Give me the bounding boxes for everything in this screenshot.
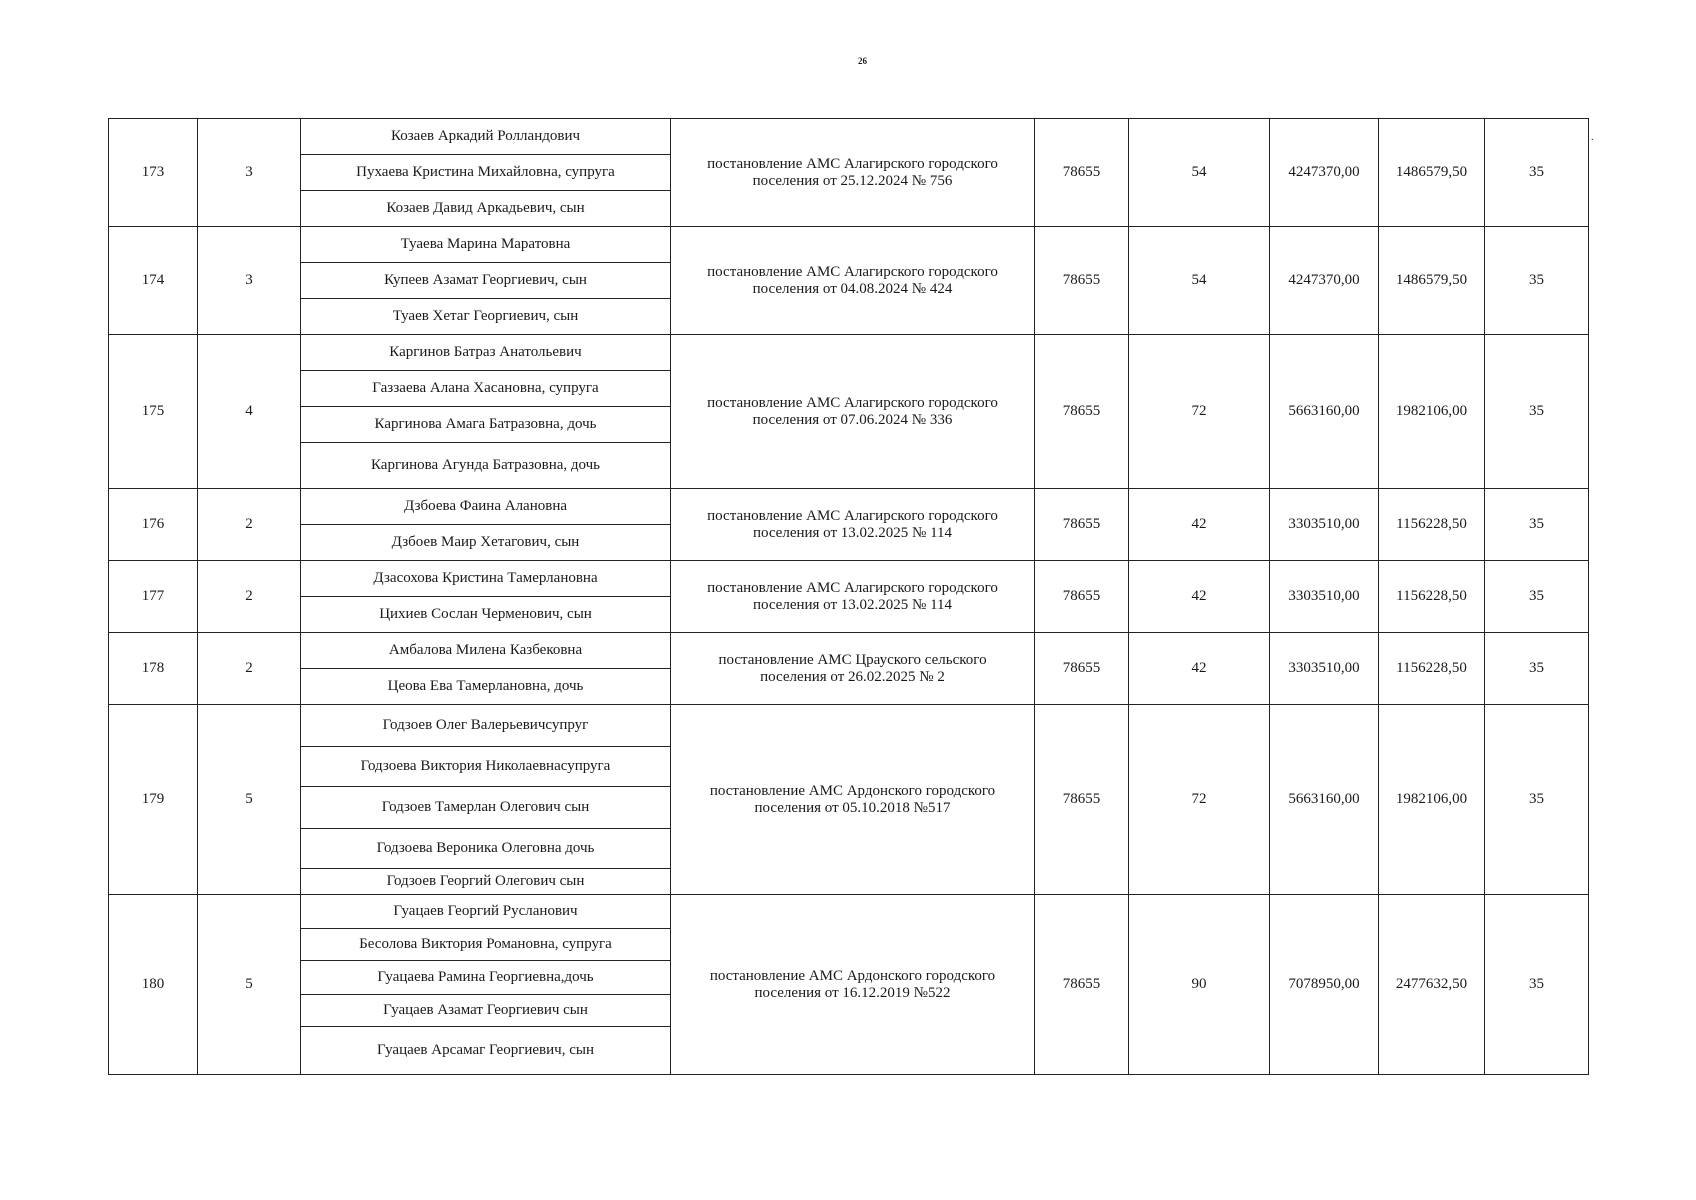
family-member: Бесолова Виктория Романовна, супруга [301,929,671,961]
decree-line-2: поселения от 07.06.2024 № 336 [752,411,953,428]
family-member: Дзасохова Кристина Тамерлановна [301,561,671,597]
row-number: 173 [109,119,198,227]
decree-line-1: постановление АМС Алагирского городского [707,579,998,596]
total-cost: 3303510,00 [1270,561,1379,633]
table-row [109,489,1589,525]
decree-line-2: поселения от 05.10.2018 №517 [754,799,951,816]
total-cost: 3303510,00 [1270,633,1379,705]
family-member: Годзоева Виктория Николаевнасупруга [301,747,671,787]
decree-line-1: постановление АМС Алагирского городского [707,507,998,524]
decree-cell [671,705,1035,895]
cost-norm: 78655 [1035,895,1129,1075]
table-row [109,119,1589,155]
family-member: Гуацаев Георгий Русланович [301,895,671,929]
family-member: Годзоев Тамерлан Олегович сын [301,787,671,829]
family-member: Гуацаев Азамат Георгиевич сын [301,995,671,1027]
table-row [109,705,1589,747]
family-member: Годзоева Вероника Олеговна дочь [301,829,671,869]
family-member: Каргинова Агунда Батразовна, дочь [301,443,671,489]
percent-value: 35 [1485,489,1589,561]
family-size: 4 [198,335,301,489]
percent-value: 35 [1485,119,1589,227]
decree-cell [671,489,1035,561]
decree-cell [671,335,1035,489]
total-cost: 4247370,00 [1270,227,1379,335]
family-member: Каргинов Батраз Анатольевич [301,335,671,371]
decree-line-1: постановление АМС Алагирского городского [707,155,998,172]
family-member: Гуацаев Арсамаг Георгиевич, сын [301,1027,671,1075]
row-number: 179 [109,705,198,895]
percent-value: 35 [1485,705,1589,895]
area-value: 42 [1129,489,1270,561]
area-value: 72 [1129,335,1270,489]
table-row [109,895,1589,929]
table-row [109,633,1589,669]
page-number: 26 [858,56,867,66]
family-size: 3 [198,119,301,227]
family-member: Гуацаева Рамина Георгиевна,дочь [301,961,671,995]
decree-line-2: поселения от 13.02.2025 № 114 [752,524,953,541]
decree-line-1: постановление АМС Црауского сельского [718,651,987,668]
decree-line-2: поселения от 13.02.2025 № 114 [752,596,953,613]
family-member: Амбалова Милена Казбековна [301,633,671,669]
family-size: 5 [198,705,301,895]
row-number: 175 [109,335,198,489]
subsidy-amount: 1982106,00 [1379,335,1485,489]
row-number: 180 [109,895,198,1075]
family-member: Цихиев Сослан Черменович, сын [301,597,671,633]
percent-value: 35 [1485,561,1589,633]
decree-line-1: постановление АМС Алагирского городского [707,263,998,280]
family-member: Цеова Ева Тамерлановна, дочь [301,669,671,705]
beneficiaries-table [108,118,1589,1075]
cost-norm: 78655 [1035,227,1129,335]
decree-cell [671,561,1035,633]
row-number: 174 [109,227,198,335]
family-size: 3 [198,227,301,335]
decree-line-1: постановление АМС Алагирского городского [707,394,998,411]
row-number: 177 [109,561,198,633]
family-member: Каргинова Амага Батразовна, дочь [301,407,671,443]
table-row [109,561,1589,597]
table-row [109,227,1589,263]
family-member: Дзбоев Маир Хетагович, сын [301,525,671,561]
family-member: Дзбоева Фаина Алановна [301,489,671,525]
family-member: Туаева Марина Маратовна [301,227,671,263]
total-cost: 5663160,00 [1270,705,1379,895]
area-value: 54 [1129,227,1270,335]
family-member: Купеев Азамат Георгиевич, сын [301,263,671,299]
subsidy-amount: 2477632,50 [1379,895,1485,1075]
subsidy-amount: 1982106,00 [1379,705,1485,895]
family-member: Годзоев Георгий Олегович сын [301,869,671,895]
family-size: 2 [198,633,301,705]
family-member: Газзаева Алана Хасановна, супруга [301,371,671,407]
percent-value: 35 [1485,335,1589,489]
area-value: 72 [1129,705,1270,895]
family-member: Туаев Хетаг Георгиевич, сын [301,299,671,335]
cost-norm: 78655 [1035,119,1129,227]
area-value: 42 [1129,561,1270,633]
row-number: 178 [109,633,198,705]
cost-norm: 78655 [1035,335,1129,489]
family-size: 5 [198,895,301,1075]
decree-cell [671,895,1035,1075]
cost-norm: 78655 [1035,561,1129,633]
total-cost: 5663160,00 [1270,335,1379,489]
table-row [109,335,1589,371]
decree-line-2: поселения от 26.02.2025 № 2 [760,668,945,685]
cost-norm: 78655 [1035,705,1129,895]
family-member: Пухаева Кристина Михайловна, супруга [301,155,671,191]
percent-value: 35 [1485,227,1589,335]
area-value: 90 [1129,895,1270,1075]
percent-value: 35 [1485,895,1589,1075]
family-size: 2 [198,489,301,561]
subsidy-amount: 1156228,50 [1379,633,1485,705]
subsidy-amount: 1156228,50 [1379,489,1485,561]
total-cost: 3303510,00 [1270,489,1379,561]
total-cost: 4247370,00 [1270,119,1379,227]
decree-cell [671,119,1035,227]
total-cost: 7078950,00 [1270,895,1379,1075]
decree-line-1: постановление АМС Ардонского городского [709,782,996,799]
percent-value: 35 [1485,633,1589,705]
family-size: 2 [198,561,301,633]
decree-line-2: поселения от 25.12.2024 № 756 [752,172,953,189]
cost-norm: 78655 [1035,489,1129,561]
decree-line-2: поселения от 04.08.2024 № 424 [752,280,953,297]
edge-mark: . [1591,132,1594,143]
subsidy-amount: 1156228,50 [1379,561,1485,633]
family-member: Годзоев Олег Валерьевичсупруг [301,705,671,747]
area-value: 42 [1129,633,1270,705]
decree-cell [671,633,1035,705]
family-member: Козаев Давид Аркадьевич, сын [301,191,671,227]
decree-line-2: поселения от 16.12.2019 №522 [754,984,951,1001]
subsidy-amount: 1486579,50 [1379,119,1485,227]
subsidy-amount: 1486579,50 [1379,227,1485,335]
cost-norm: 78655 [1035,633,1129,705]
decree-line-1: постановление АМС Ардонского городского [709,967,996,984]
row-number: 176 [109,489,198,561]
family-member: Козаев Аркадий Ролландович [301,119,671,155]
decree-cell [671,227,1035,335]
area-value: 54 [1129,119,1270,227]
